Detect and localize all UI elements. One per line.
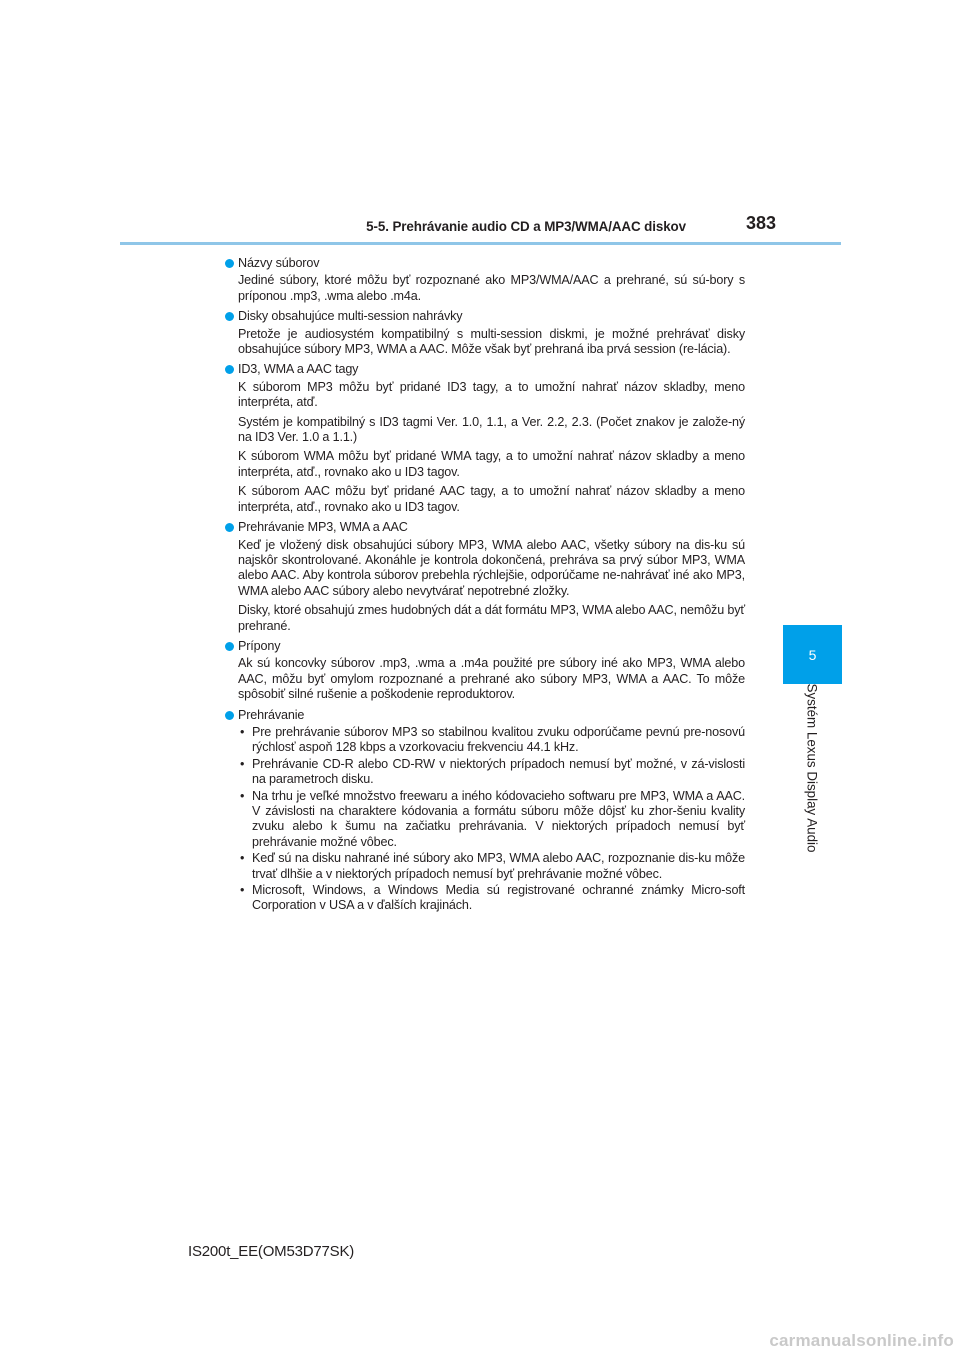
page-number: 383 [745,213,776,233]
model-code-footer: IS200t_EE(OM53D77SK) [188,1243,355,1260]
chapter-side-label: Systém Lexus Display Audio [804,683,820,853]
filled-circle-bullet-icon [225,259,234,268]
section-heading [225,256,745,271]
section-paragraph: Jediné súbory, ktoré môžu byť rozpoznané ako MP3/WMA/AAC a prehrané, sú sú-bory s príponou .mp3, .wma alebo .m4a. [238,273,745,303]
content-section [225,708,745,914]
section-heading-text: ID3, WMA a AAC tagy [238,362,359,377]
list-item-text: Microsoft, Windows, a Windows Media sú registrované ochranné známky Micro-soft Corporation v USA a v ďalších krajinách. [252,883,745,913]
content-section [225,362,745,515]
small-dot-bullet-icon: • [240,724,245,739]
filled-circle-bullet-icon [225,523,234,532]
section-paragraph: K súborom AAC môžu byť pridané AAC tagy, a to umožní nahrať názov skladby a meno interpréta, atď., rovnako ako u ID3 tagov. [238,484,745,514]
filled-circle-bullet-icon [225,312,234,321]
list-item [238,789,745,851]
small-dot-bullet-icon: • [240,756,245,771]
section-heading-text: Názvy súborov [238,256,320,270]
chapter-tab-number: 5 [808,646,817,663]
section-heading-text: Prípony [238,638,281,653]
section-heading-text: Disky obsahujúce multi-session nahrávky [238,309,463,324]
section-heading [225,520,745,535]
list-item [238,883,745,914]
section-paragraph: Ak sú koncovky súborov .mp3, .wma a .m4a použité pre súbory iné ako MP3, WMA alebo AAC, môžu byť omylom rozpoznané a prehrané ako súbory MP3, WMA a AAC. To môže spôsobiť silné rušenie a poškodenie reproduktorov. [238,656,745,702]
list-item-text: Pre prehrávanie súborov MP3 so stabilnou kvalitou zvuku odporúčame pevnú pre-nosovú rýchlosť aspoň 128 kbps a vzorkovaciu frekvenciu 44.1 kHz. [252,724,745,755]
list-item-text: Na trhu je veľké množstvo freewaru a iného kódovacieho softwaru pre MP3, WMA a AAC. V závislosti na charaktere kódovania a formátu súboru môže dôjsť ku zhor-šeniu kvality zvuku alebo k šumu na začiatku prehrávania. V niektorých prípadoch nemusí byť prehrávanie možné vôbec. [252,788,745,849]
section-heading [225,309,745,324]
section-heading [225,708,745,723]
section-heading-text: Prehrávanie MP3, WMA a AAC [238,520,408,535]
list-item [238,851,745,882]
small-dot-bullet-icon: • [240,851,245,866]
watermark: carmanualsonline.info [769,1331,954,1350]
filled-circle-bullet-icon [225,711,234,720]
filled-circle-bullet-icon [225,365,234,374]
section-paragraph: K súborom WMA môžu byť pridané WMA tagy, a to umožní nahrať názov skladby a meno interpréta, atď., rovnako ako u ID3 tagov. [238,449,745,479]
small-dot-bullet-icon: • [240,788,245,803]
section-paragraph: Pretože je audiosystém kompatibilný s multi-session diskmi, je možné prehrávať disky obsahujúce súbory MP3, WMA a AAC. Môže však byť prehraná iba prvá session (re-lácia). [238,326,745,357]
list-item [238,757,745,788]
section-heading [225,362,745,377]
content-section [225,520,745,634]
list-item-text: Prehrávanie CD-R alebo CD-RW v niektorých prípadoch nemusí byť možné, v zá-vislosti na parametroch disku. [252,756,745,787]
chapter-tab [783,625,842,684]
running-header-title: 5-5. Prehrávanie audio CD a MP3/WMA/AAC diskov [366,219,686,234]
section-paragraph: Systém je kompatibilný s ID3 tagmi Ver. 1.0, 1.1, a Ver. 2.2, 2.3. (Počet znakov je založe-ný na ID3 Ver. 1.0 a 1.1.) [238,414,745,445]
list-item-text: Keď sú na disku nahrané iné súbory ako MP3, WMA alebo AAC, rozpoznanie dis-ku môže trvať dlhšie a v niektorých prípadoch nemusí byť prehrávanie možné vôbec. [252,851,745,881]
bullet-list [225,725,745,914]
section-heading-text: Prehrávanie [238,707,305,722]
small-dot-bullet-icon: • [240,883,245,898]
section-heading [225,639,745,654]
section-paragraph: Disky, ktoré obsahujú zmes hudobných dát a dát formátu MP3, WMA alebo AAC, nemôžu byť prehrané. [238,603,745,633]
section-paragraph: Keď je vložený disk obsahujúci súbory MP3, WMA alebo AAC, všetky súbory na dis-ku sú najskôr skontrolované. Akonáhle je kontrola dokončená, prehráva sa prvý súbor MP3, WMA alebo AAC. Aby kontrola súborov prebehla rýchlejšie, odporúčame ne-nahrávať iné ako MP3, WMA alebo AAC súbory alebo nevytvárať nepotrebné zložky. [238,537,745,598]
list-item [238,725,745,756]
content-section [225,256,745,304]
header-divider [120,242,841,245]
section-paragraph: K súborom MP3 môžu byť pridané ID3 tagy, a to umožní nahrať názov skladby, meno interpréta, atď. [238,379,745,410]
content-section [225,639,745,703]
content-section [225,309,745,357]
filled-circle-bullet-icon [225,642,234,651]
page-content [225,256,745,919]
